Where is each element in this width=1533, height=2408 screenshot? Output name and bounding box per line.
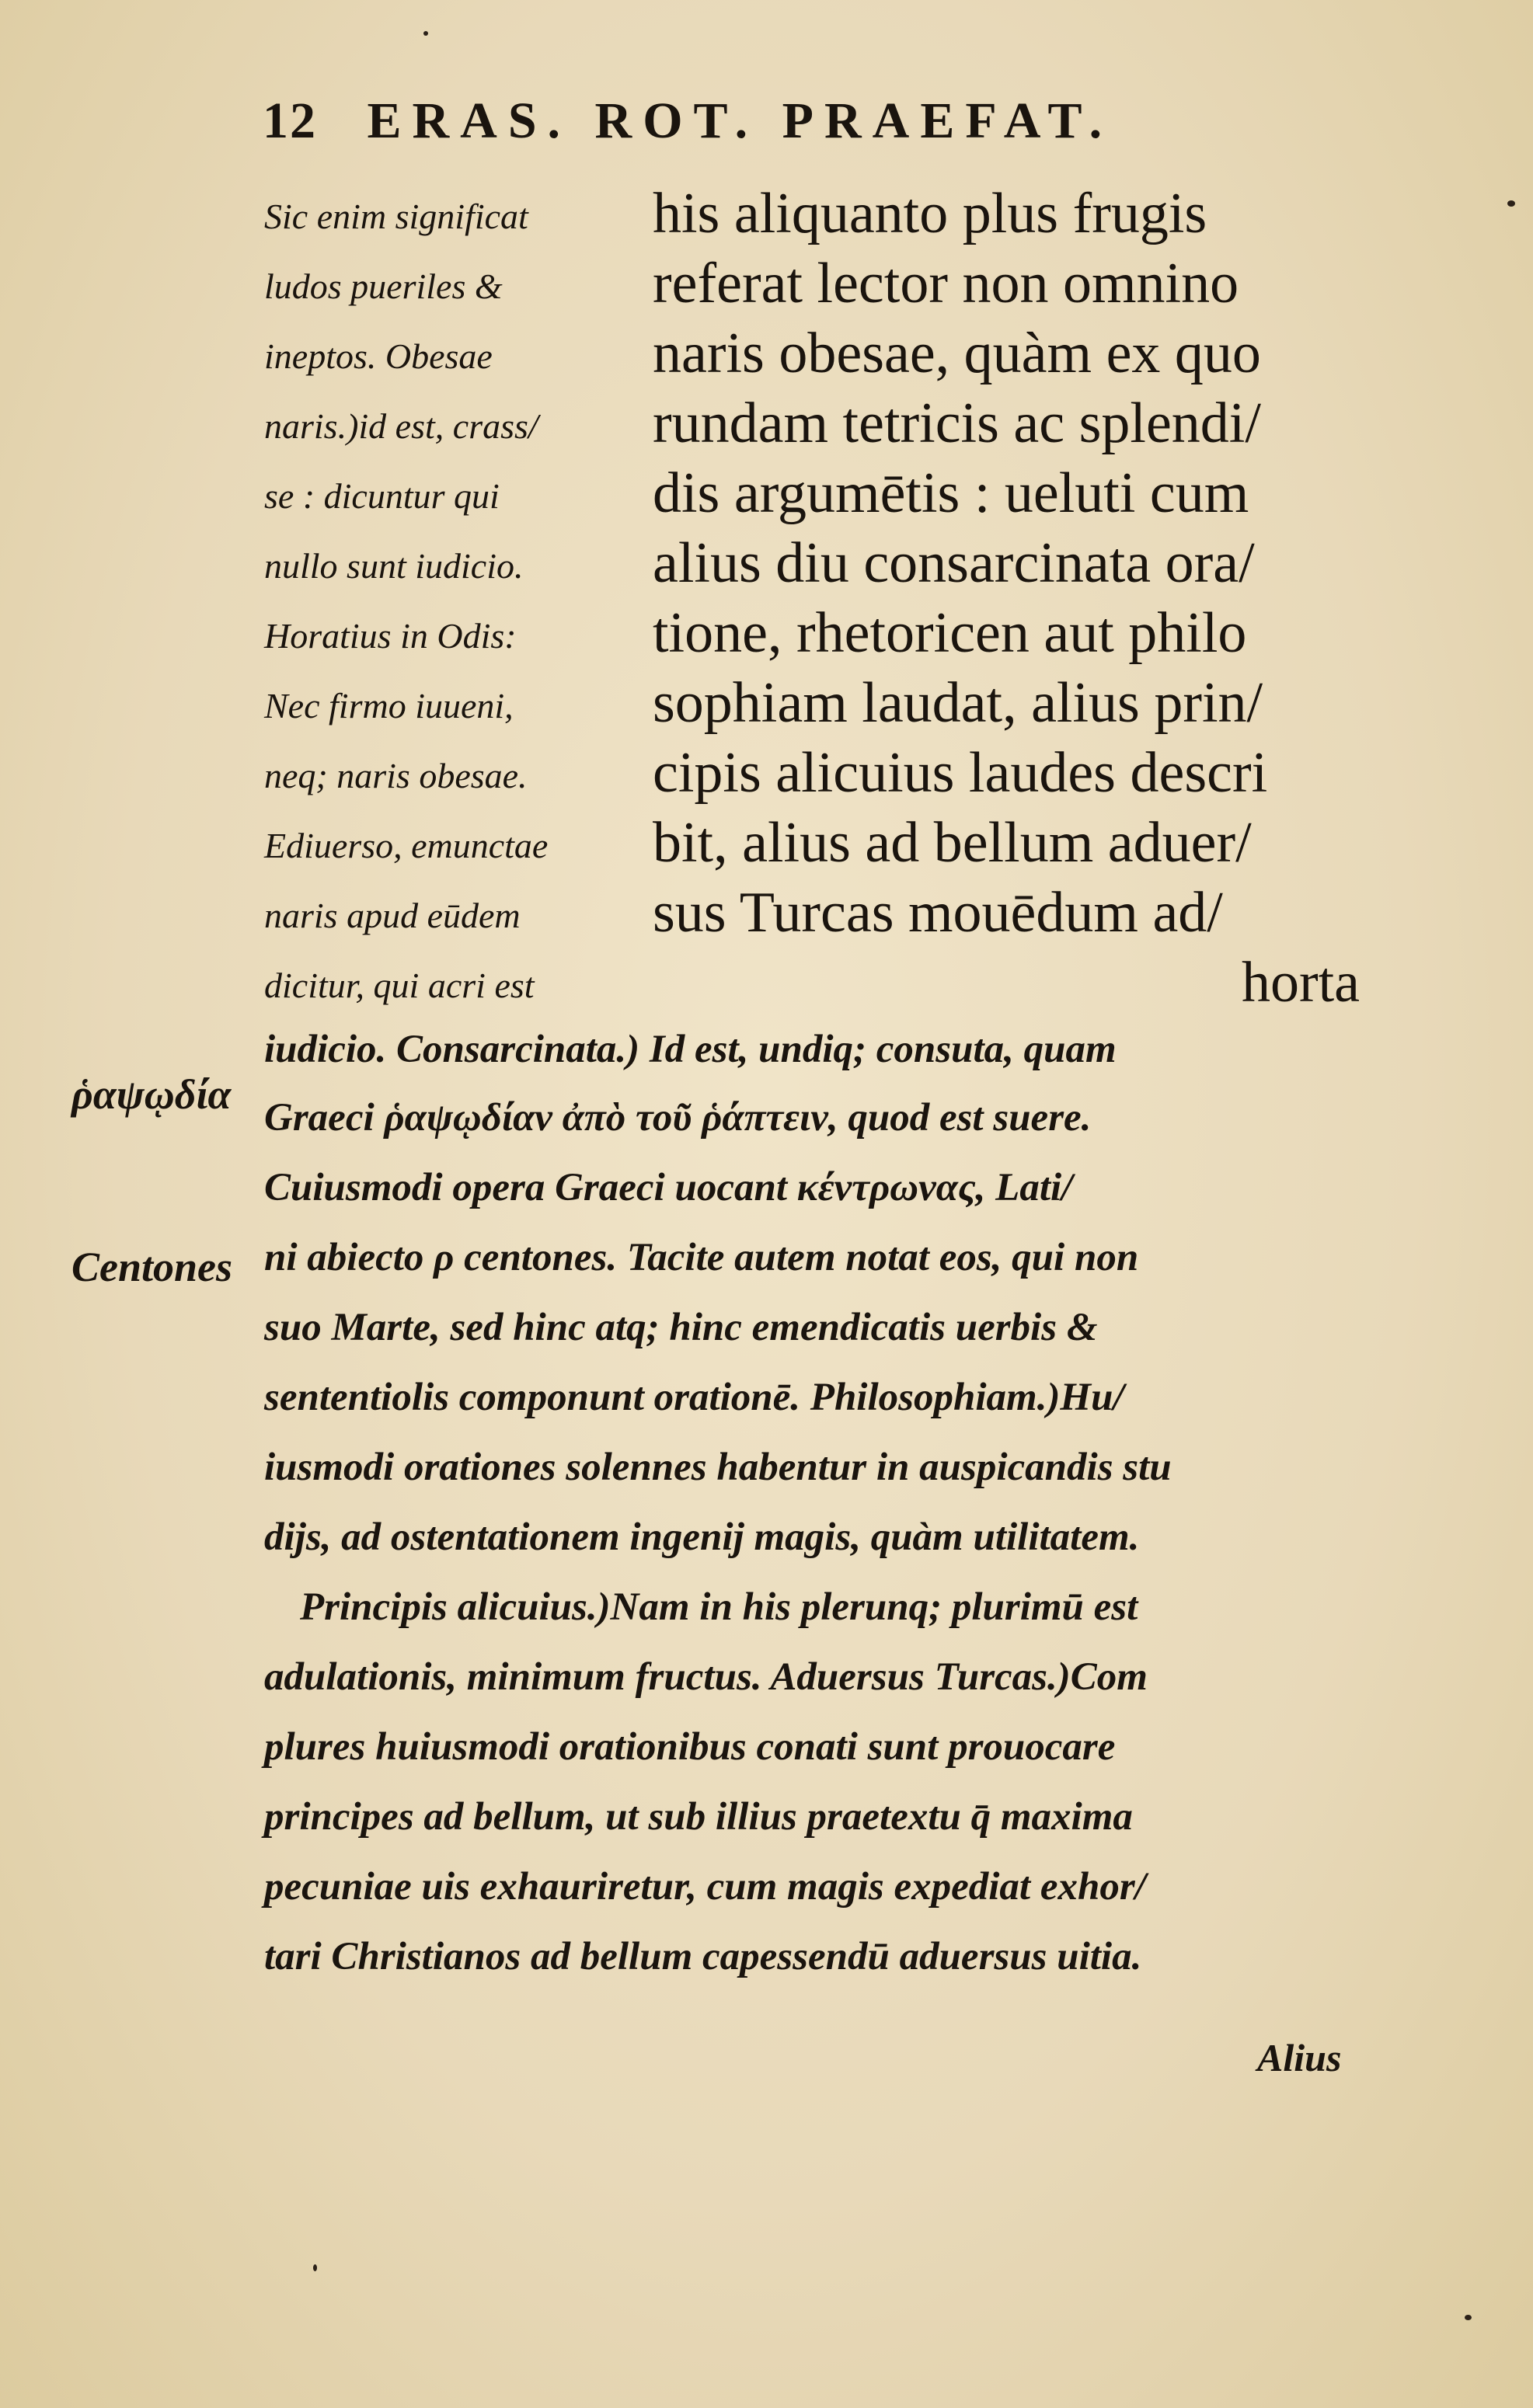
text-line	[264, 249, 1360, 318]
main-text: horta	[1241, 951, 1360, 1014]
text-line	[264, 668, 1360, 738]
gloss: ineptos. Obesae	[264, 336, 493, 376]
main-text: alius diu consarcinata ora/	[653, 531, 1255, 595]
main-text: sus Turcas mouēdum ad/	[653, 881, 1223, 945]
commentary-line: principes ad bellum, ut sub illius praetextu q̄ maxima	[264, 1795, 1133, 1839]
main-text: dis argumētis : ueluti cum	[653, 461, 1249, 525]
commentary-line: sententiolis componunt orationē. Philosophiam.)Hu/	[264, 1376, 1124, 1419]
gloss: Ediuerso, emunctae	[264, 826, 549, 865]
commentary-line: pecuniae uis exhauriretur, cum magis expediat exhor/	[264, 1865, 1146, 1909]
main-text: his aliquanto plus frugis	[653, 182, 1207, 245]
commentary-line: iudicio. Consarcinata.) Id est, undiq; consuta, quam	[264, 1028, 1117, 1071]
main-text: referat lector non omnino	[653, 252, 1239, 315]
ink-speck	[313, 2264, 317, 2271]
commentary-line: ni abiecto ρ centones. Tacite autem notat eos, qui non	[264, 1236, 1139, 1279]
main-text: naris obesae, quàm ex quo	[653, 322, 1261, 385]
commentary-line: tari Christianos ad bellum capessendū aduersus uitia.	[264, 1935, 1142, 1978]
commentary-line: suo Marte, sed hinc atq; hinc emendicatis uerbis &	[264, 1306, 1098, 1349]
commentary-line: iusmodi orationes solennes habentur in auspicandis stu	[264, 1446, 1172, 1489]
margin-note-centones: Centones	[71, 1244, 233, 1290]
text-line	[264, 528, 1360, 598]
gloss: se : dicuntur qui	[264, 476, 500, 516]
running-title: ERAS. ROT. PRAEFAT.	[367, 92, 1113, 149]
gloss: Horatius in Odis:	[264, 616, 517, 656]
gloss: naris apud eūdem	[264, 896, 521, 935]
text-line	[264, 808, 1360, 878]
running-header	[263, 92, 1335, 154]
gloss: naris.)id est, crass/	[264, 406, 538, 446]
ink-speck	[423, 31, 428, 36]
commentary-line: Graeci ῥαψῳδίαν ἀπὸ τοῦ ῥάπτειν, quod est suere.	[264, 1096, 1092, 1140]
commentary-line: adulationis, minimum fructus. Aduersus Turcas.)Com	[264, 1655, 1148, 1699]
text-line	[264, 598, 1360, 668]
text-line	[264, 388, 1360, 458]
main-text: sophiam laudat, alius prin/	[653, 671, 1263, 735]
text-line	[264, 179, 1360, 249]
ink-speck	[1465, 2315, 1472, 2320]
gloss: nullo sunt iudicio.	[264, 546, 524, 586]
main-text: tione, rhetoricen aut philo	[653, 601, 1247, 665]
gloss: dicitur, qui acri est	[264, 966, 535, 1005]
gloss: Nec firmo iuueni,	[264, 686, 514, 726]
commentary-line: dijs, ad ostentationem ingenij magis, quàm utilitatem.	[264, 1515, 1140, 1559]
commentary-line: Cuiusmodi opera Graeci uocant κέντρωνας, Lati/	[264, 1166, 1073, 1209]
text-line	[264, 738, 1360, 808]
catchword: Alius	[1257, 2036, 1342, 2079]
text-line	[264, 878, 1360, 948]
ink-speck	[1507, 200, 1515, 207]
gloss: neq; naris obesae.	[264, 756, 528, 795]
commentary-line: plures huiusmodi orationibus conati sunt prouocare	[264, 1725, 1116, 1769]
margin-note-greek: ῥαψῳδία	[71, 1071, 232, 1118]
text-line	[264, 948, 1360, 1018]
page-number: 12	[263, 92, 317, 149]
commentary-line: Principis alicuius.)Nam in his plerunq; plurimū est	[300, 1585, 1138, 1629]
gloss: ludos pueriles &	[264, 266, 503, 306]
main-text: bit, alius ad bellum aduer/	[653, 811, 1252, 875]
text-line	[264, 318, 1360, 388]
text-line	[264, 458, 1360, 528]
main-text: rundam tetricis ac splendi/	[653, 391, 1261, 455]
gloss: Sic enim significat	[264, 197, 528, 236]
main-text: cipis alicuius laudes descri	[653, 741, 1268, 805]
